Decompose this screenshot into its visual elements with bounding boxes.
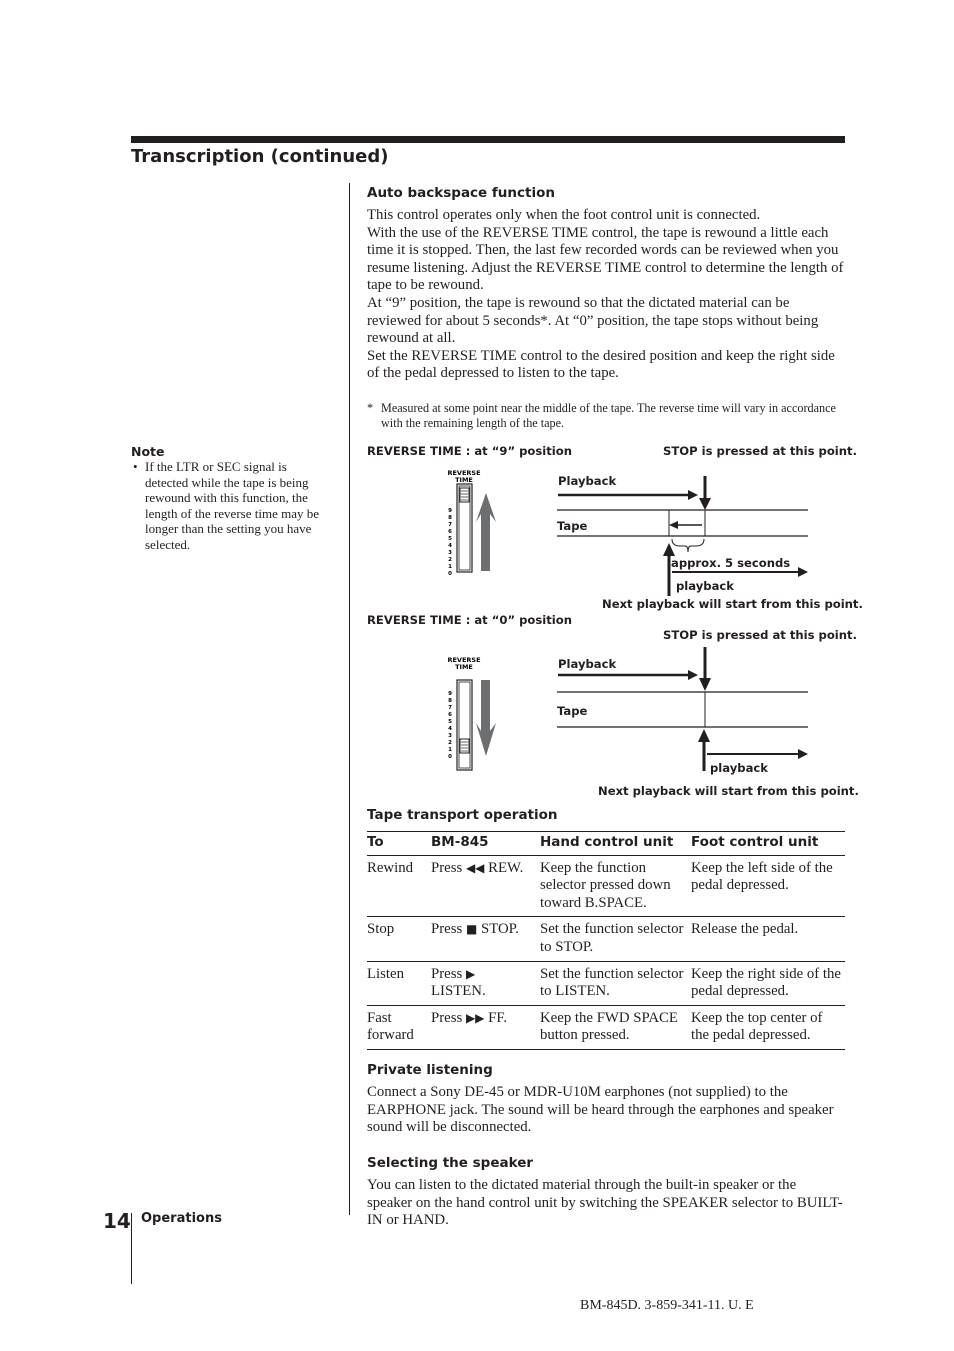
diagram-9-tape-label: Tape — [557, 519, 588, 533]
cell-to: Listen — [367, 961, 431, 1005]
diagram-9-caption: REVERSE TIME : at “9” position — [367, 444, 572, 458]
cell-foot: Keep the left side of the pedal depressed. — [691, 855, 845, 917]
fast-forward-icon: ▶▶ — [465, 1010, 485, 1025]
table-row — [367, 1005, 845, 1049]
dial-title: REVERSE — [447, 656, 481, 664]
dial-digit: 7 — [448, 522, 452, 528]
cell-bm845: Press ■ STOP. — [431, 917, 540, 961]
cell-bm845: Press ▶ LISTEN. — [431, 961, 540, 1005]
paragraph: Set the REVERSE TIME control to the desired position and keep the right side of the pedal depressed to listen to the tape. — [367, 347, 835, 382]
cell-foot: Release the pedal. — [691, 917, 845, 961]
diagram-9-playback-label: Playback — [558, 474, 617, 488]
dial-digit: 2 — [448, 740, 452, 746]
table-row — [367, 961, 845, 1005]
stop-icon: ■ — [465, 922, 478, 937]
dial-digit: 2 — [448, 557, 452, 563]
arrow-down-icon — [476, 680, 496, 756]
dial-digit: 0 — [448, 754, 452, 760]
dial-digit: 1 — [448, 747, 452, 753]
cell-to: Rewind — [367, 855, 431, 917]
diagram-9-approx-label: approx. 5 seconds — [671, 556, 791, 570]
diagram-9-playback2-label: playback — [676, 579, 735, 593]
column-divider — [349, 183, 350, 1215]
play-icon: ▶ — [465, 966, 476, 981]
footnote: Measured at some point near the middle of the tape. The reverse time will vary in accordance with the remaining length of the tape. — [381, 401, 836, 430]
diagram-0-graphic — [440, 645, 820, 780]
cell-hand: Keep the function selector pressed down toward B.SPACE. — [540, 855, 691, 917]
section-label: Operations — [141, 1211, 222, 1226]
page-number-rule — [131, 1213, 132, 1284]
dial-digit: 9 — [448, 691, 452, 697]
paragraph: At “9” position, the tape is rewound so that the dictated material can be reviewed for about 5 seconds*. At “0” position, the tape stops without being rewound at all. — [367, 294, 819, 347]
dial-digit: 8 — [448, 698, 452, 704]
dial-digit: 4 — [448, 543, 452, 549]
table-header-row — [367, 832, 845, 856]
dial-title: TIME — [455, 663, 473, 671]
page-title: Transcription (continued) — [131, 146, 389, 167]
speaker-text: You can listen to the dictated material through the built-in speaker or the speaker on the hand control unit by switching the SPEAKER selector to BUILT-IN or HAND. — [367, 1177, 843, 1229]
dial-digit: 6 — [448, 712, 452, 718]
speaker-heading: Selecting the speaker — [367, 1155, 534, 1171]
reverse-time-dial — [447, 656, 496, 770]
diagram-0-stop-label: STOP is pressed at this point. — [663, 628, 857, 642]
footnote-mark: * — [367, 401, 374, 415]
dial-digit: 6 — [448, 529, 452, 535]
column-header: Foot control unit — [691, 832, 845, 856]
table-row — [367, 855, 845, 917]
cell-hand: Set the function selector to STOP. — [540, 917, 691, 961]
dial-digit: 5 — [448, 719, 452, 725]
note-bullet: • — [133, 459, 138, 474]
document-code: BM-845D. 3-859-341-11. U. E — [580, 1298, 754, 1313]
cell-hand: Keep the FWD SPACE button pressed. — [540, 1005, 691, 1049]
reverse-time-dial — [447, 469, 496, 577]
private-heading: Private listening — [367, 1062, 493, 1078]
dial-digit: 1 — [448, 564, 452, 570]
header-rule — [131, 136, 845, 143]
transport-heading: Tape transport operation — [367, 807, 558, 823]
dial-digit: 3 — [448, 733, 452, 739]
dial-digit: 3 — [448, 550, 452, 556]
diagram-0-playback-label: Playback — [558, 657, 617, 671]
transport-table — [367, 831, 845, 1050]
rewind-icon: ◀◀ — [465, 860, 485, 875]
diagram-0-tape-label: Tape — [557, 704, 588, 718]
stop-arrow-icon — [699, 498, 711, 510]
diagram-9-stop-label: STOP is pressed at this point. — [663, 444, 857, 458]
diagram-0-playback2-label: playback — [710, 761, 769, 775]
stop-arrow-icon — [699, 678, 711, 691]
cell-bm845: Press ▶▶ FF. — [431, 1005, 540, 1049]
diagram-9-graphic — [440, 466, 820, 602]
diagram-9-next-label: Next playback will start from this point. — [602, 597, 863, 611]
cell-to: Stop — [367, 917, 431, 961]
paragraph: This control operates only when the foot control unit is connected. — [367, 207, 761, 223]
diagram-0-next-label: Next playback will start from this point. — [598, 784, 859, 798]
cell-bm845: Press ◀◀ REW. — [431, 855, 540, 917]
next-arrow-icon — [698, 729, 710, 742]
column-header: To — [367, 832, 431, 856]
private-text: Connect a Sony DE-45 or MDR-U10M earphones (not supplied) to the EARPHONE jack. The sound will be heard through the earphones and speaker sound will be disconnected. — [367, 1084, 834, 1136]
column-header: Hand control unit — [540, 832, 691, 856]
note-heading: Note — [131, 444, 165, 459]
dial-title: REVERSE — [447, 469, 481, 477]
diagram-0-caption: REVERSE TIME : at “0” position — [367, 613, 572, 627]
dial-digit: 7 — [448, 705, 452, 711]
dial-digit: 9 — [448, 508, 452, 514]
arrow-up-icon — [476, 493, 496, 571]
table-row — [367, 917, 845, 961]
auto-backspace-text — [367, 207, 847, 383]
dial-digit: 0 — [448, 571, 452, 577]
column-header: BM-845 — [431, 832, 540, 856]
cell-hand: Set the function selector to LISTEN. — [540, 961, 691, 1005]
dial-digit: 8 — [448, 515, 452, 521]
page-number: 14 — [103, 1209, 131, 1233]
dial-digit: 5 — [448, 536, 452, 542]
dial-digit: 4 — [448, 726, 452, 732]
rewind-arrow-icon — [669, 521, 678, 529]
auto-backspace-heading: Auto backspace function — [367, 185, 555, 201]
note-text: If the LTR or SEC signal is detected while the tape is being rewound with this function, the length of the reverse time may be longer than the setting you have selected. — [145, 459, 319, 552]
next-arrow-icon — [663, 543, 675, 556]
cell-to: Fast forward — [367, 1005, 431, 1049]
cell-foot: Keep the top center of the pedal depressed. — [691, 1005, 845, 1049]
paragraph: With the use of the REVERSE TIME control, the tape is rewound a little each time it is stopped. Then, the last few recorded words can be reviewed when you resume listening. Adjust the REVERSE TIME control to determine the length of tape to be rewound. — [367, 224, 844, 294]
dial-title: TIME — [455, 476, 473, 484]
cell-foot: Keep the right side of the pedal depressed. — [691, 961, 845, 1005]
